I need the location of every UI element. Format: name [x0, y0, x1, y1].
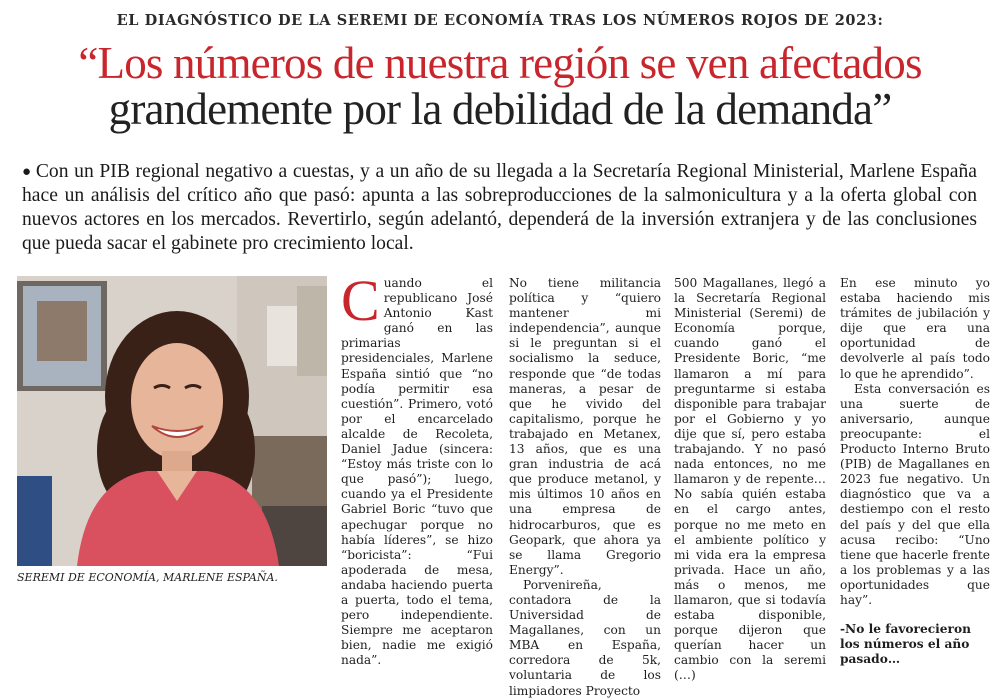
paragraph: En ese minuto yo estaba haciendo mis trámites de jubilación y dije que era una oportunidad de devolverle al país todo lo que he aprendido”.	[840, 276, 990, 381]
paragraph: No tiene militancia política y “quiero mantener mi independencia”, aunque si le preguntan si el socialismo la seduce, responde que “de todas maneras, a pesar de que he vivido del capitalismo, porque he trabajado en Metanex, 13 años, que es una gran industria de acá que produce metanol, y mis últimos 10 años en una empresa de hidrocarburos, que es Geopark, que ahora ya se llama Gregorio Energy”.	[509, 276, 661, 577]
headline-line-1: “Los números de nuestra región se ven afectados	[78, 38, 922, 88]
headline	[0, 40, 1000, 132]
headline-line-2: grandemente por la debilidad de la demanda”	[108, 84, 892, 134]
question-paragraph: -No le favorecieron los números el año pasado…	[840, 622, 971, 667]
kicker: EL DIAGNÓSTICO DE LA SEREMI DE ECONOMÍA TRAS LOS NÚMEROS ROJOS DE 2023:	[116, 12, 884, 29]
article-column-4	[840, 276, 990, 667]
article-column-1	[341, 268, 493, 668]
lead-text: Con un PIB regional negativo a cuestas, y a un año de su llegada a la Secretaría Regional Ministerial, Marlene España hace un análisis del crítico año que pasó: apunta a las sobreproducciones de la salmonicultura y a la oferta global con nuevos actores en los mercados. Revertirlo, según adelantó, dependerá de la inversión extranjera y de las conclusiones que pueda sacar el gabinete pro crecimiento local.	[22, 161, 978, 254]
photo-marlene-espana	[17, 276, 327, 566]
bullet-icon: ●	[22, 164, 32, 180]
portrait-photo-illustration	[17, 276, 327, 566]
paragraph: 500 Magallanes, llegó a la Secretaría Regional Ministerial (Seremi) de Economía porque, cuando ganó el Presidente Boric, “me llamaron a mí para preguntarme si estaba disponible para trabajar por el Gobierno y yo dije que sí, pero estaba trabajando. Y no pasó nada entonces, no me llamaron y de repente… No sabía quién estaba en el cargo antes, porque no me meto en el ambiente político y mi vida era la empresa privada. Hace un año, más o menos, me llamaron, que si todavía estaba disponible, porque dijeron que querían hacer un cambio con la seremi (…)	[674, 276, 826, 683]
photo-caption: SEREMI DE ECONOMÍA, MARLENE ESPAÑA.	[17, 571, 278, 584]
article-column-2	[509, 276, 661, 699]
article-column-3	[674, 276, 826, 684]
paragraph: Esta conversación es una suerte de aniversario, aunque preocupante: el Producto Interno Bruto (PIB) de Magallanes en 2023 fue negativo. Un diagnóstico que va a destiempo con el resto del país y del que ella acusa recibo: “Uno tiene que hacerle frente a los problemas y a las oportunidades que hay”.	[840, 381, 990, 607]
lead-paragraph	[22, 160, 977, 256]
paragraph-text: uando el republicano José Antonio Kast ganó en las primarias presidenciales, Marlene España sintió que “no podía permitir esa cuestión”. Primero, votó por el encarcelado alcalde de Recoleta, Daniel Jadue (sincera: “Estoy más triste con lo que pasó”); luego, cuando ya el Presidente Gabriel Boric “tuvo que apechugar porque no había líderes”, se hizo “boricista”: “Fui apoderada de mesa, andaba haciendo puerta a puerta, todo el tema, pero independiente. Siempre me aceptaron bien, nadie me exigió nada”.	[341, 276, 493, 668]
drop-cap: C	[341, 268, 380, 333]
paragraph: Porvenireña, contadora de la Universidad de Magallanes, con un MBA en España, corredora de 5k, voluntaria de los limpiadores Proyecto	[509, 577, 661, 698]
paragraph	[341, 268, 493, 668]
